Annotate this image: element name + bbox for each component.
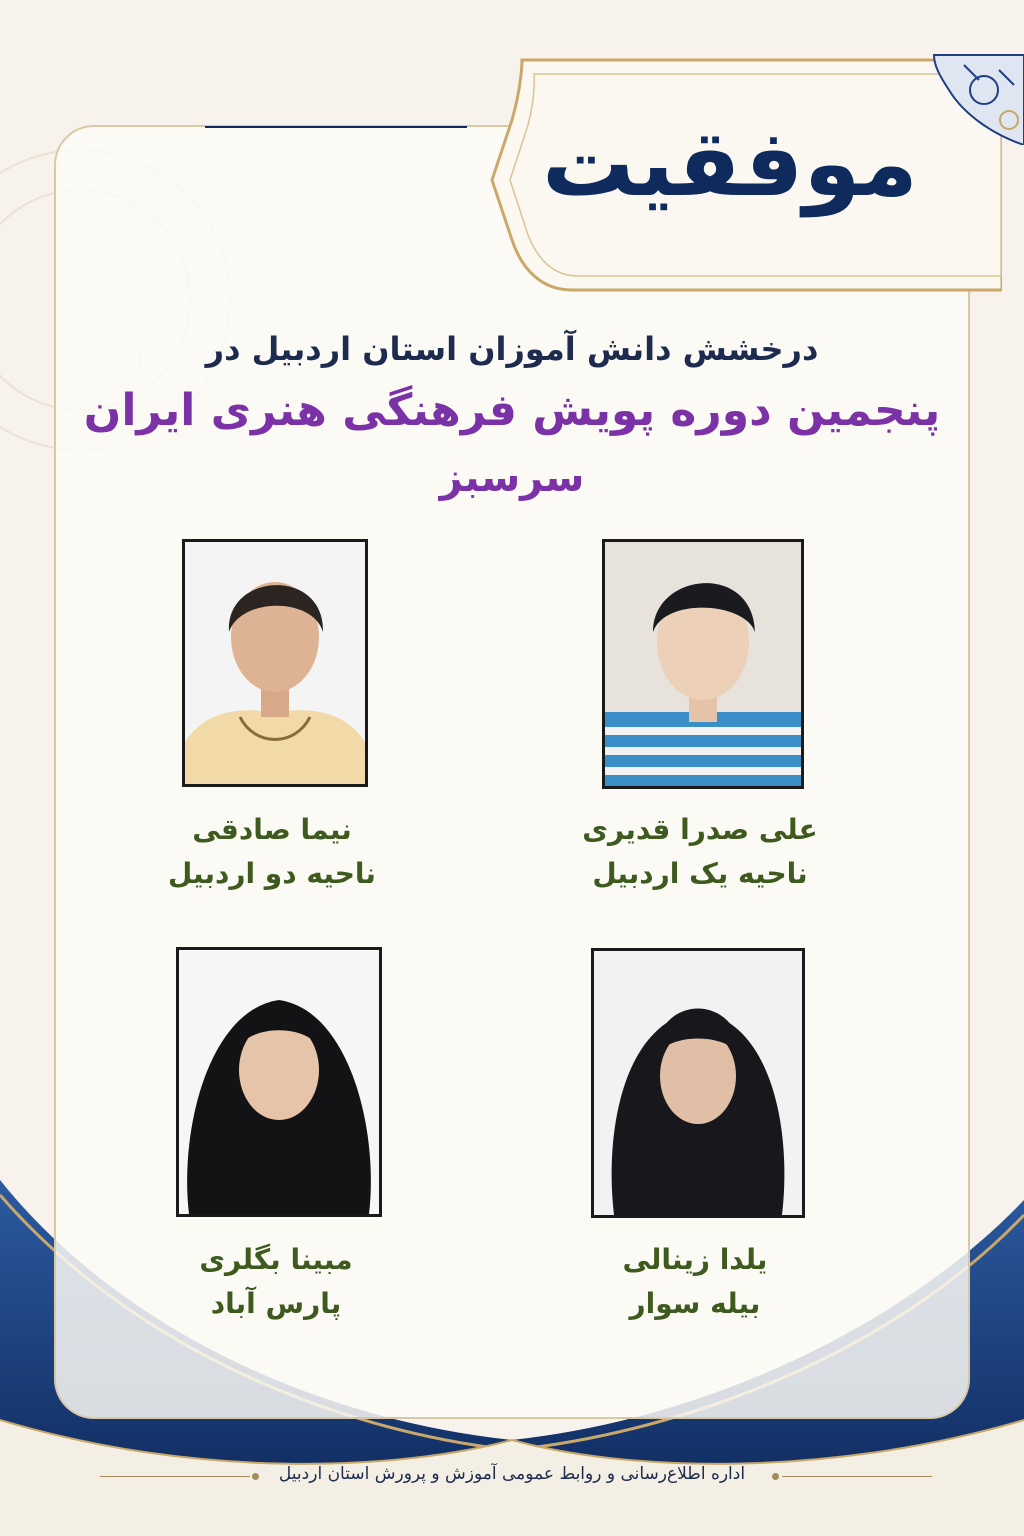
student-region: بیله سوار: [629, 1287, 761, 1320]
title-underline: [205, 126, 467, 128]
headline-line-2: پنجمین دوره پویش فرهنگی هنری ایران: [83, 385, 941, 436]
student-name: یلدا زینالی: [622, 1243, 768, 1276]
page-title: موفقیت: [541, 110, 919, 217]
student-photo: [591, 948, 805, 1218]
headline-line-1: درخشش دانش آموزان استان اردبیل در: [205, 330, 819, 368]
student-photo: [182, 539, 368, 787]
student-photo: [602, 539, 804, 789]
student-photo: [176, 947, 382, 1217]
student-caption: [530, 808, 870, 896]
student-region: پارس آباد: [210, 1287, 342, 1320]
student-name: نیما صادقی: [192, 813, 352, 846]
footer-credit: اداره اطلاع‌رسانی و روابط عمومی آموزش و پرورش استان اردبیل: [278, 1464, 746, 1484]
student-caption: [525, 1238, 865, 1326]
student-name: مبینا بگلری: [199, 1243, 353, 1276]
student-caption: [102, 808, 442, 896]
student-name: علی صدرا قدیری: [582, 813, 818, 846]
student-caption: [106, 1238, 446, 1326]
headline-line-3: سرسبز: [439, 455, 585, 501]
student-region: ناحیه یک اردبیل: [592, 857, 808, 890]
corner-ornament-icon: [924, 45, 1024, 145]
student-region: ناحیه دو اردبیل: [168, 857, 376, 890]
